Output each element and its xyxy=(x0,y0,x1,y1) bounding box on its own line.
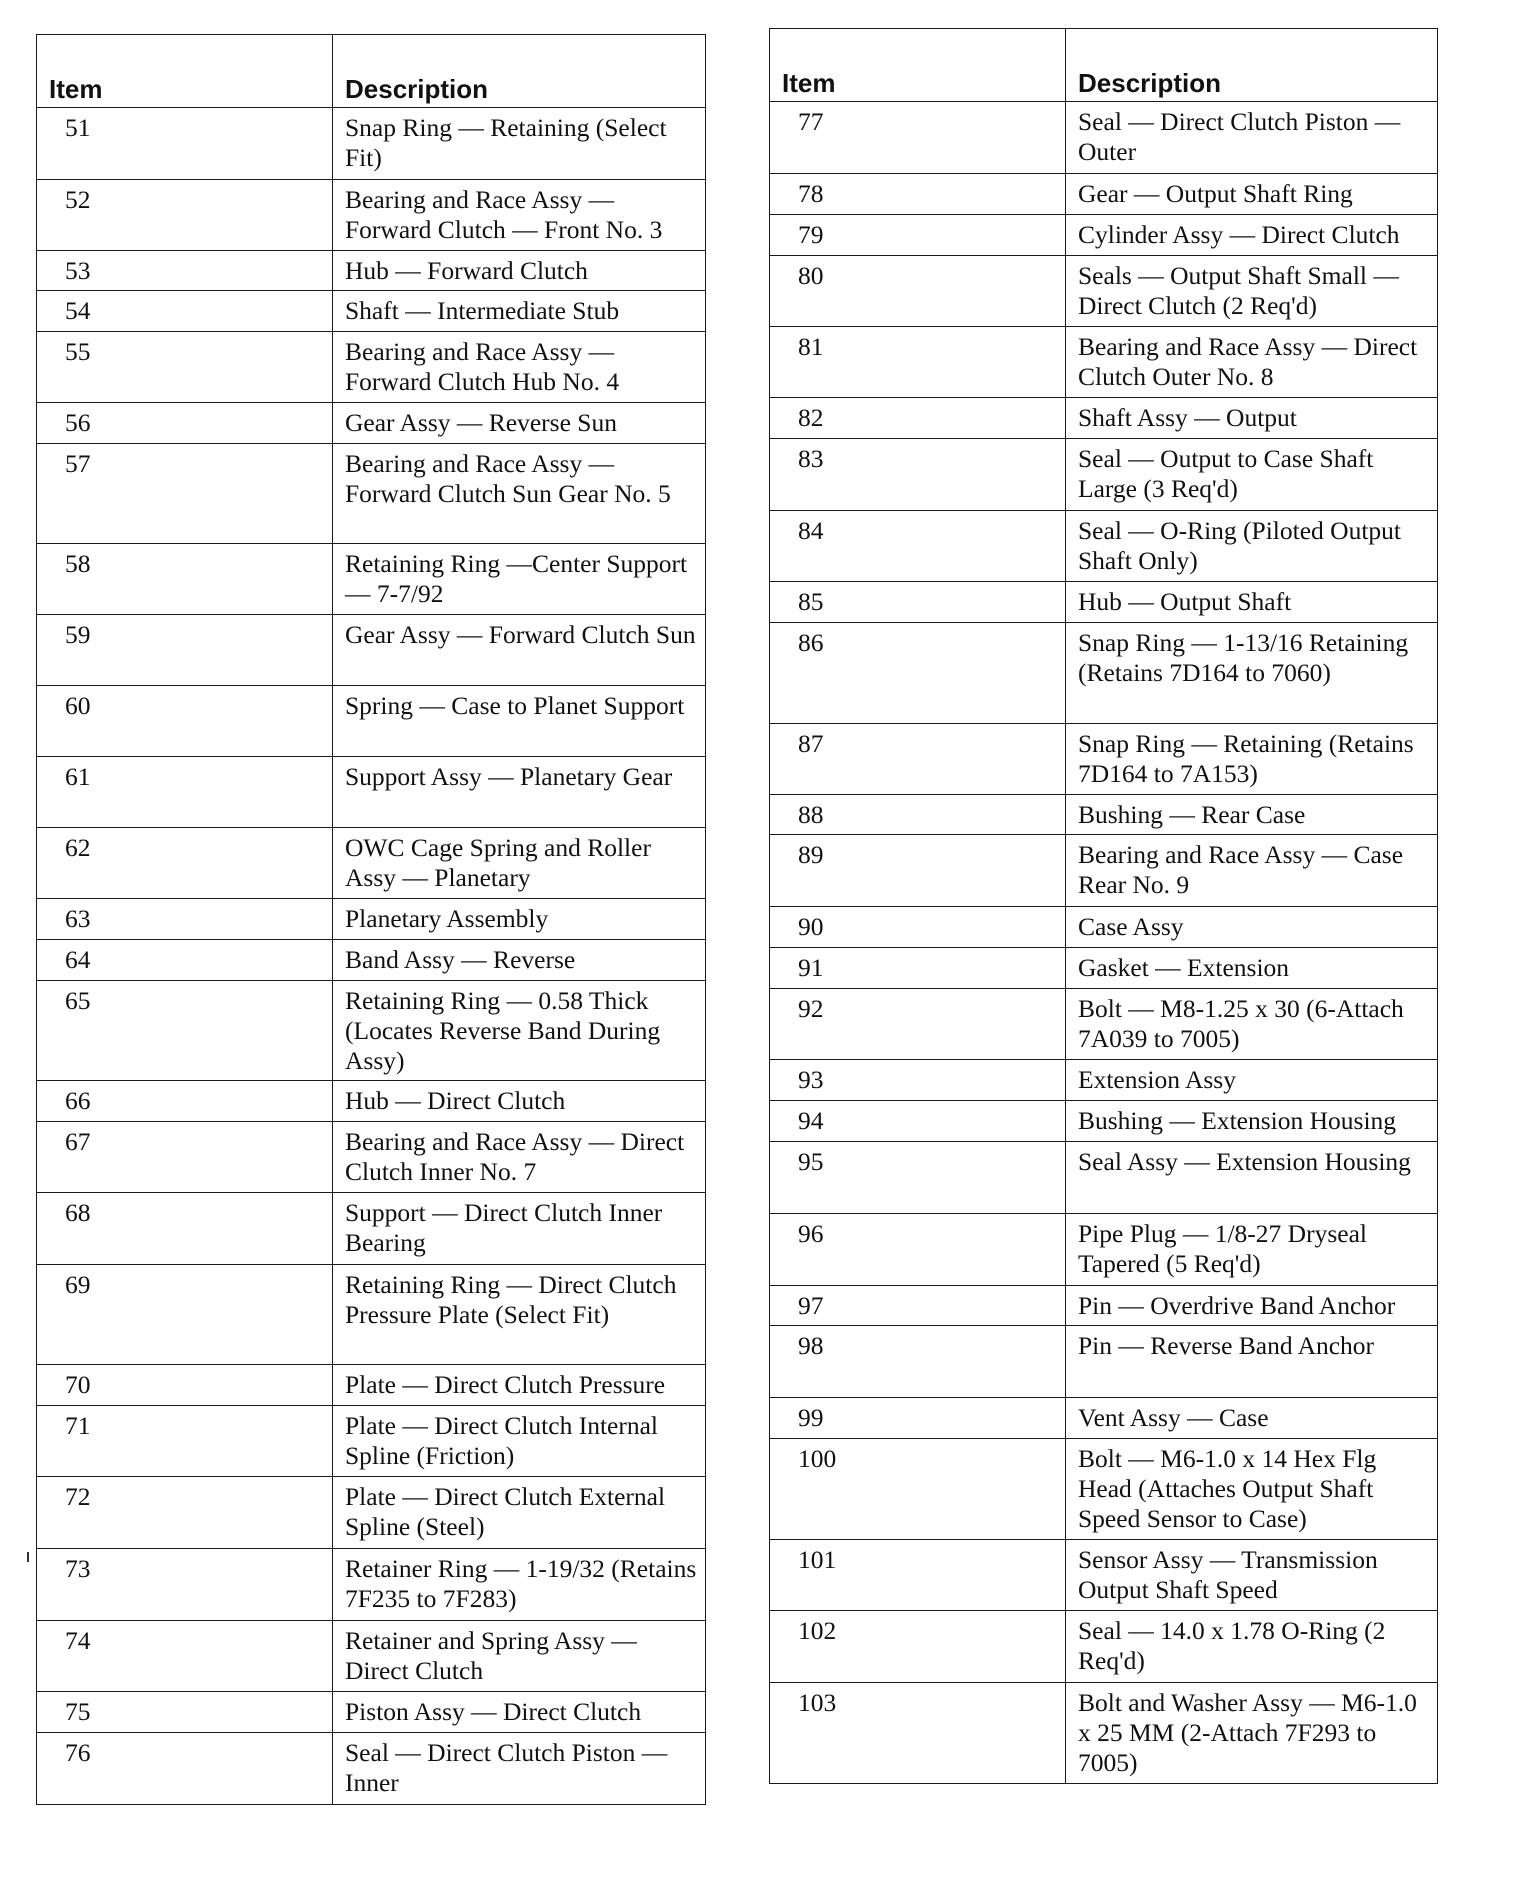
table-row xyxy=(770,907,1438,948)
table-row xyxy=(770,835,1438,907)
table-row xyxy=(770,511,1438,582)
item-description: Seal — 14.0 x 1.78 O-Ring (2 Req'd) xyxy=(1066,1611,1438,1683)
item-description: Retainer and Spring Assy — Direct Clutch xyxy=(333,1621,706,1692)
item-number: 58 xyxy=(37,544,333,615)
table-row xyxy=(770,174,1438,215)
table-row xyxy=(37,444,706,544)
table-row xyxy=(37,1406,706,1477)
table-row xyxy=(37,1365,706,1406)
item-description: Bushing — Extension Housing xyxy=(1066,1101,1438,1142)
item-number: 67 xyxy=(37,1122,333,1193)
item-number: 79 xyxy=(770,215,1066,256)
item-number: 73 xyxy=(37,1549,333,1621)
table-row xyxy=(37,1621,706,1692)
item-number: 100 xyxy=(770,1439,1066,1540)
item-description: Spring — Case to Planet Support xyxy=(333,686,706,757)
table-row xyxy=(770,256,1438,327)
table-row xyxy=(37,180,706,251)
table-row xyxy=(770,623,1438,724)
item-number: 54 xyxy=(37,291,333,332)
item-description: Seal Assy — Extension Housing xyxy=(1066,1142,1438,1214)
item-number: 61 xyxy=(37,757,333,828)
item-number: 88 xyxy=(770,795,1066,835)
parts-list-left xyxy=(37,108,706,1805)
item-number: 72 xyxy=(37,1477,333,1549)
item-description: Plate — Direct Clutch Pressure xyxy=(333,1365,706,1406)
item-description: Bearing and Race Assy — Forward Clutch Sun Gear No. 5 xyxy=(333,444,706,544)
item-description: Gear Assy — Reverse Sun xyxy=(333,403,706,444)
table-row xyxy=(770,1101,1438,1142)
item-number: 71 xyxy=(37,1406,333,1477)
item-number: 83 xyxy=(770,439,1066,511)
item-description: Support — Direct Clutch Inner Bearing xyxy=(333,1193,706,1265)
table-row xyxy=(770,1683,1438,1784)
item-description: Shaft Assy — Output xyxy=(1066,398,1438,439)
item-description: Gasket — Extension xyxy=(1066,948,1438,989)
table-row xyxy=(37,332,706,403)
table-row xyxy=(37,1193,706,1265)
item-number: 75 xyxy=(37,1692,333,1733)
table-row xyxy=(770,948,1438,989)
description-column-header: Description xyxy=(1066,29,1438,102)
table-row xyxy=(770,102,1438,174)
item-number: 57 xyxy=(37,444,333,544)
item-description: Snap Ring — Retaining (Retains 7D164 to 7A153) xyxy=(1066,724,1438,795)
item-number: 76 xyxy=(37,1733,333,1805)
item-description: Shaft — Intermediate Stub xyxy=(333,291,706,332)
item-description: Seal — Output to Case Shaft Large (3 Req'd) xyxy=(1066,439,1438,511)
item-description: Bearing and Race Assy — Forward Clutch — Front No. 3 xyxy=(333,180,706,251)
table-row xyxy=(37,291,706,332)
table-row xyxy=(37,544,706,615)
item-number: 74 xyxy=(37,1621,333,1692)
item-number: 87 xyxy=(770,724,1066,795)
item-description: Seal — Direct Clutch Piston — Outer xyxy=(1066,102,1438,174)
item-number: 85 xyxy=(770,582,1066,623)
table-row xyxy=(37,940,706,981)
item-number: 80 xyxy=(770,256,1066,327)
item-number: 69 xyxy=(37,1265,333,1365)
item-description: Snap Ring — 1-13/16 Retaining (Retains 7D164 to 7060) xyxy=(1066,623,1438,724)
item-description: Piston Assy — Direct Clutch xyxy=(333,1692,706,1733)
table-row xyxy=(770,1540,1438,1611)
item-number: 66 xyxy=(37,1081,333,1122)
item-description: Bolt — M6-1.0 x 14 Hex Flg Head (Attaches Output Shaft Speed Sensor to Case) xyxy=(1066,1439,1438,1540)
table-row xyxy=(770,439,1438,511)
item-number: 52 xyxy=(37,180,333,251)
item-description: OWC Cage Spring and Roller Assy — Planetary xyxy=(333,828,706,899)
table-row xyxy=(37,1081,706,1122)
table-row xyxy=(37,686,706,757)
item-number: 78 xyxy=(770,174,1066,215)
table-header-row xyxy=(770,29,1438,102)
item-number: 102 xyxy=(770,1611,1066,1683)
table-row xyxy=(37,1549,706,1621)
parts-table-left xyxy=(36,34,706,1805)
table-row xyxy=(37,108,706,180)
table-row xyxy=(770,1060,1438,1101)
table-row xyxy=(37,403,706,444)
item-description: Vent Assy — Case xyxy=(1066,1398,1438,1439)
item-description: Gear — Output Shaft Ring xyxy=(1066,174,1438,215)
item-number: 64 xyxy=(37,940,333,981)
table-row xyxy=(37,757,706,828)
item-number: 89 xyxy=(770,835,1066,907)
item-number: 93 xyxy=(770,1060,1066,1101)
item-number: 86 xyxy=(770,623,1066,724)
table-row xyxy=(770,215,1438,256)
item-description: Bearing and Race Assy — Direct Clutch Outer No. 8 xyxy=(1066,327,1438,398)
item-description: Retaining Ring — Direct Clutch Pressure Plate (Select Fit) xyxy=(333,1265,706,1365)
item-description: Sensor Assy — Transmission Output Shaft Speed xyxy=(1066,1540,1438,1611)
item-description: Plate — Direct Clutch Internal Spline (Friction) xyxy=(333,1406,706,1477)
item-number: 56 xyxy=(37,403,333,444)
item-number: 51 xyxy=(37,108,333,180)
parts-list-right xyxy=(770,102,1438,1784)
item-description: Support Assy — Planetary Gear xyxy=(333,757,706,828)
item-description: Retaining Ring — 0.58 Thick (Locates Reverse Band During Assy) xyxy=(333,981,706,1081)
table-row xyxy=(37,981,706,1081)
item-column-header: Item xyxy=(770,29,1066,102)
item-description: Seals — Output Shaft Small — Direct Clutch (2 Req'd) xyxy=(1066,256,1438,327)
item-description: Band Assy — Reverse xyxy=(333,940,706,981)
item-number: 63 xyxy=(37,899,333,940)
item-number: 92 xyxy=(770,989,1066,1060)
table-row xyxy=(37,828,706,899)
description-column-header: Description xyxy=(333,35,706,108)
item-description: Bearing and Race Assy — Direct Clutch Inner No. 7 xyxy=(333,1122,706,1193)
table-row xyxy=(37,1692,706,1733)
item-number: 101 xyxy=(770,1540,1066,1611)
item-description: Bearing and Race Assy — Case Rear No. 9 xyxy=(1066,835,1438,907)
item-number: 60 xyxy=(37,686,333,757)
item-description: Retainer Ring — 1-19/32 (Retains 7F235 to 7F283) xyxy=(333,1549,706,1621)
table-row xyxy=(37,1122,706,1193)
item-number: 59 xyxy=(37,615,333,686)
table-row xyxy=(770,1611,1438,1683)
item-description: Bushing — Rear Case xyxy=(1066,795,1438,835)
table-row xyxy=(770,1286,1438,1326)
table-row xyxy=(37,615,706,686)
table-row xyxy=(37,1733,706,1805)
table-row xyxy=(37,899,706,940)
item-description: Cylinder Assy — Direct Clutch xyxy=(1066,215,1438,256)
table-row xyxy=(770,398,1438,439)
parts-table-right xyxy=(769,28,1438,1784)
table-header-row xyxy=(37,35,706,108)
item-number: 53 xyxy=(37,251,333,291)
item-description: Plate — Direct Clutch External Spline (Steel) xyxy=(333,1477,706,1549)
table-row xyxy=(770,1326,1438,1398)
item-number: 55 xyxy=(37,332,333,403)
item-number: 81 xyxy=(770,327,1066,398)
item-description: Bearing and Race Assy — Forward Clutch Hub No. 4 xyxy=(333,332,706,403)
table-row xyxy=(770,582,1438,623)
item-description: Bolt — M8-1.25 x 30 (6-Attach 7A039 to 7005) xyxy=(1066,989,1438,1060)
table-row xyxy=(37,251,706,291)
item-description: Planetary Assembly xyxy=(333,899,706,940)
item-number: 82 xyxy=(770,398,1066,439)
item-description: Bolt and Washer Assy — M6-1.0 x 25 MM (2-Attach 7F293 to 7005) xyxy=(1066,1683,1438,1784)
table-row xyxy=(770,1142,1438,1214)
item-number: 98 xyxy=(770,1326,1066,1398)
item-description: Hub — Forward Clutch xyxy=(333,251,706,291)
item-number: 91 xyxy=(770,948,1066,989)
item-description: Snap Ring — Retaining (Select Fit) xyxy=(333,108,706,180)
item-description: Pipe Plug — 1/8-27 Dryseal Tapered (5 Req'd) xyxy=(1066,1214,1438,1286)
item-number: 97 xyxy=(770,1286,1066,1326)
item-number: 99 xyxy=(770,1398,1066,1439)
item-description: Hub — Output Shaft xyxy=(1066,582,1438,623)
table-row xyxy=(37,1477,706,1549)
item-number: 103 xyxy=(770,1683,1066,1784)
item-number: 94 xyxy=(770,1101,1066,1142)
item-description: Gear Assy — Forward Clutch Sun xyxy=(333,615,706,686)
table-row xyxy=(770,724,1438,795)
item-number: 70 xyxy=(37,1365,333,1406)
item-number: 62 xyxy=(37,828,333,899)
item-number: 90 xyxy=(770,907,1066,948)
item-number: 65 xyxy=(37,981,333,1081)
table-row xyxy=(770,327,1438,398)
table-row xyxy=(37,1265,706,1365)
item-description: Extension Assy xyxy=(1066,1060,1438,1101)
item-number: 84 xyxy=(770,511,1066,582)
table-row xyxy=(770,989,1438,1060)
table-row xyxy=(770,1214,1438,1286)
margin-tick-mark xyxy=(27,1552,29,1562)
item-description: Hub — Direct Clutch xyxy=(333,1081,706,1122)
table-row xyxy=(770,1398,1438,1439)
item-description: Seal — Direct Clutch Piston — Inner xyxy=(333,1733,706,1805)
item-number: 77 xyxy=(770,102,1066,174)
item-number: 68 xyxy=(37,1193,333,1265)
item-description: Case Assy xyxy=(1066,907,1438,948)
item-description: Pin — Reverse Band Anchor xyxy=(1066,1326,1438,1398)
table-row xyxy=(770,795,1438,835)
item-column-header: Item xyxy=(37,35,333,108)
item-description: Pin — Overdrive Band Anchor xyxy=(1066,1286,1438,1326)
table-row xyxy=(770,1439,1438,1540)
item-description: Retaining Ring —Center Support — 7-7/92 xyxy=(333,544,706,615)
item-description: Seal — O-Ring (Piloted Output Shaft Only) xyxy=(1066,511,1438,582)
item-number: 96 xyxy=(770,1214,1066,1286)
item-number: 95 xyxy=(770,1142,1066,1214)
